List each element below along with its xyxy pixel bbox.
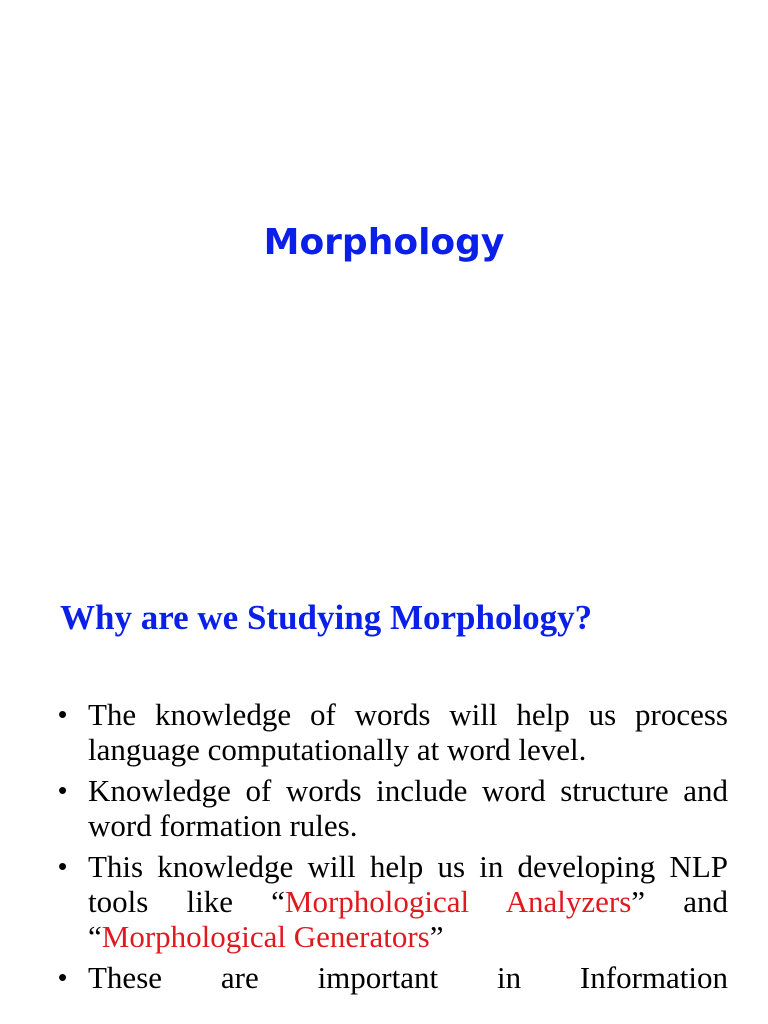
- highlighted-term-generators: Morphological Generators: [101, 919, 430, 954]
- bullet-text: Knowledge of words include word structure and word formation rules.: [88, 773, 728, 843]
- bullet-list: [58, 697, 728, 1001]
- highlighted-term-analyzers: Morphological Analyzers: [284, 884, 632, 919]
- content-slide: [0, 576, 768, 1024]
- bullet-item: [58, 697, 728, 767]
- bullet-text-part: ” and “: [88, 884, 728, 954]
- bullet-icon: •: [58, 851, 68, 881]
- bullet-text-part: This knowledge will help us in developing NLP tools like “: [88, 849, 728, 919]
- bullet-icon: •: [58, 962, 68, 992]
- bullet-text: These are important in Information: [88, 960, 728, 995]
- bullet-text-part: ”: [429, 919, 444, 954]
- bullet-item: [58, 849, 728, 954]
- bullet-item: [58, 773, 728, 843]
- slide-title: Morphology: [263, 222, 505, 263]
- bullet-icon: •: [58, 775, 68, 805]
- bullet-text: The knowledge of words will help us process language computationally at word level.: [88, 697, 728, 767]
- bullet-icon: •: [58, 699, 68, 729]
- slide-heading: Why are we Studying Morphology?: [60, 598, 593, 637]
- bullet-item: [58, 960, 728, 995]
